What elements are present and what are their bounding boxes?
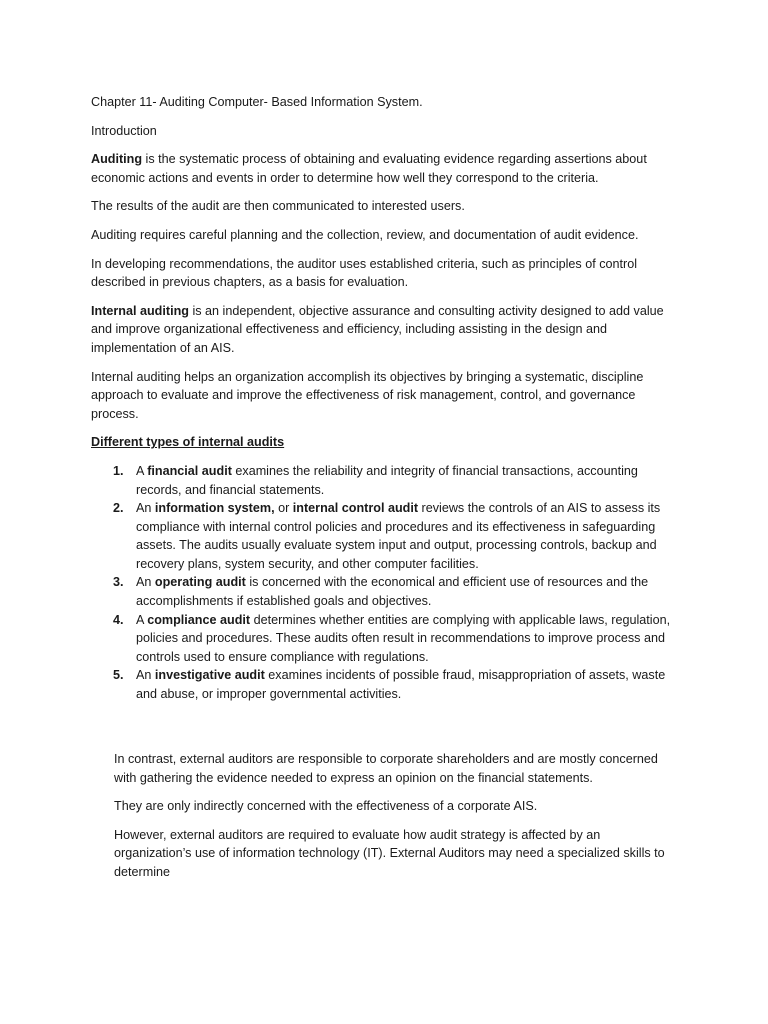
list-item-lead: A — [136, 463, 148, 478]
audit-type-term: investigative audit — [154, 668, 265, 683]
list-item-number: 2. — [113, 501, 124, 516]
list-item-number: 5. — [113, 668, 124, 683]
list-item-number: 3. — [113, 575, 124, 590]
audit-type-term: information system, — [154, 501, 275, 516]
internal-auditing-term: Internal auditing — [91, 303, 189, 318]
list-item-text: determines whether entities are complying with applicable laws, regulation, policies and procedures. These audits often result in recommendations to improve process and controls used to ensure compliance with regulations. — [136, 612, 671, 664]
external-required-paragraph: However, external auditors are required to evaluate how audit strategy is affected by an organization’s use of information technology (IT). External Auditors may need a specialized skills to determine — [114, 827, 665, 879]
internal-auditing-helps-paragraph: Internal auditing helps an organization accomplish its objectives by bringing a systematic, discipline approach to evaluate and improve the effectiveness of risk management, control, and governance process. — [91, 369, 644, 421]
auditing-requires-paragraph: Auditing requires careful planning and the collection, review, and documentation of audit evidence. — [91, 227, 639, 242]
chapter-title: Chapter 11- Auditing Computer- Based Information System. — [91, 95, 423, 109]
list-item — [91, 666, 679, 703]
list-item-lead: A — [136, 612, 148, 627]
list-item — [91, 499, 679, 573]
list-item — [91, 573, 679, 610]
auditing-definition-text: is the systematic process of obtaining and evaluating evidence regarding assertions about economic actions and events in order to determine how well they correspond to the criteria. — [91, 152, 647, 185]
recommendations-paragraph: In developing recommendations, the auditor uses established criteria, such as principles of control described in previous chapters, as a basis for evaluation. — [91, 256, 638, 290]
types-heading — [91, 433, 679, 452]
auditing-definition-paragraph — [91, 150, 679, 187]
list-item-number: 1. — [113, 463, 124, 478]
list-item-number: 4. — [113, 612, 124, 627]
list-item-text: is concerned with the economical and efficient use of resources and the accomplishments if established goals and objectives. — [136, 575, 649, 609]
list-item-connector: or — [274, 501, 293, 516]
document-body — [91, 93, 679, 704]
list-item-lead: An — [136, 668, 155, 683]
list-item-lead: An — [136, 501, 155, 516]
audit-type-term-secondary: internal control audit — [292, 501, 419, 516]
audit-type-term: financial audit — [147, 463, 232, 478]
internal-auditing-definition-text: is an independent, objective assurance and consulting activity designed to add value and improve organizational effectiveness and efficiency, including assisting in the design and implementation of an AIS. — [91, 303, 664, 355]
auditing-term: Auditing — [91, 152, 143, 167]
external-auditors-section — [114, 750, 680, 882]
internal-auditing-paragraph — [91, 302, 679, 358]
results-paragraph: The results of the audit are then communicated to interested users. — [91, 199, 465, 214]
list-item — [91, 611, 679, 667]
audit-type-term: operating audit — [154, 575, 246, 590]
list-item — [91, 462, 679, 499]
list-item-text: examines incidents of possible fraud, misappropriation of assets, waste and abuse, or improper governmental activities. — [136, 668, 666, 702]
external-indirect-paragraph: They are only indirectly concerned with the effectiveness of a corporate AIS. — [114, 799, 538, 814]
list-item-text: reviews the controls of an AIS to assess its compliance with internal control policies and procedures and its effectiveness in safeguarding assets. The audits usually evaluate system input and output, processing controls, backup and recovery plans, system security, and other computer facilities. — [136, 501, 661, 571]
types-heading-text: Different types of internal audits — [91, 435, 285, 450]
introduction-heading: Introduction — [91, 123, 157, 138]
external-contrast-paragraph: In contrast, external auditors are responsible to corporate shareholders and are mostly concerned with gathering the evidence needed to express an opinion on the financial statements. — [114, 752, 658, 785]
list-item-text: examines the reliability and integrity of financial transactions, accounting records, and financial statements. — [136, 463, 638, 497]
audit-type-term: compliance audit — [147, 612, 251, 627]
audit-types-list — [91, 462, 679, 704]
list-item-lead: An — [136, 575, 155, 590]
